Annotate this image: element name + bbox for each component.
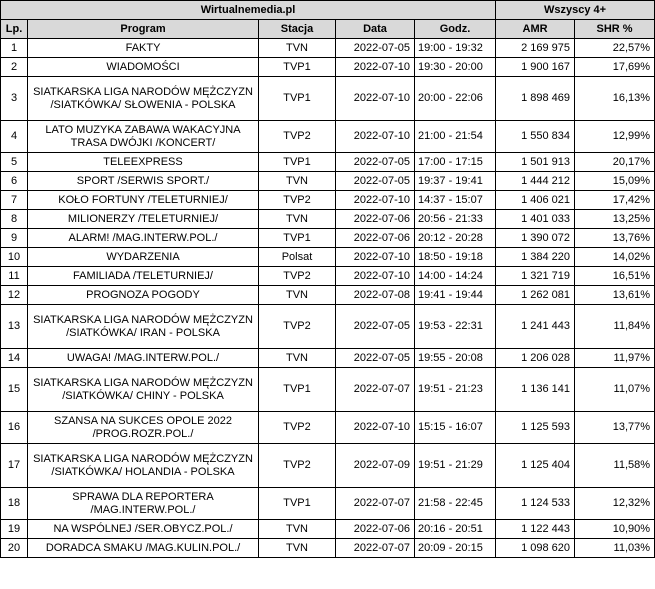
table-row <box>1 488 655 520</box>
cell-data: 2022-07-10 <box>336 267 415 286</box>
cell-amr: 1 401 033 <box>496 210 575 229</box>
cell-shr: 14,02% <box>575 248 655 267</box>
header-row-columns <box>1 20 655 39</box>
cell-data: 2022-07-10 <box>336 121 415 153</box>
cell-shr: 11,97% <box>575 349 655 368</box>
cell-lp: 3 <box>1 77 28 121</box>
cell-stacja: TVP1 <box>259 58 336 77</box>
cell-godz: 20:12 - 20:28 <box>415 229 496 248</box>
cell-program: LATO MUZYKA ZABAWA WAKACYJNA TRASA DWÓJKI /KONCERT/ <box>28 121 259 153</box>
cell-godz: 20:00 - 22:06 <box>415 77 496 121</box>
group-header: Wszyscy 4+ <box>496 1 655 20</box>
cell-godz: 21:58 - 22:45 <box>415 488 496 520</box>
cell-lp: 18 <box>1 488 28 520</box>
cell-stacja: TVP2 <box>259 267 336 286</box>
cell-program: ALARM! /MAG.INTERW.POL./ <box>28 229 259 248</box>
cell-lp: 2 <box>1 58 28 77</box>
cell-data: 2022-07-05 <box>336 172 415 191</box>
cell-shr: 12,99% <box>575 121 655 153</box>
cell-stacja: TVP1 <box>259 368 336 412</box>
cell-godz: 14:00 - 14:24 <box>415 267 496 286</box>
cell-program: FAKTY <box>28 39 259 58</box>
cell-program: SPORT /SERWIS SPORT./ <box>28 172 259 191</box>
cell-lp: 1 <box>1 39 28 58</box>
header-row-top <box>1 1 655 20</box>
cell-stacja: TVP2 <box>259 121 336 153</box>
table-row <box>1 229 655 248</box>
source-header: Wirtualnemedia.pl <box>1 1 496 20</box>
col-shr: SHR % <box>575 20 655 39</box>
cell-shr: 11,07% <box>575 368 655 412</box>
cell-stacja: TVN <box>259 39 336 58</box>
cell-shr: 12,32% <box>575 488 655 520</box>
cell-shr: 13,25% <box>575 210 655 229</box>
cell-lp: 9 <box>1 229 28 248</box>
cell-godz: 21:00 - 21:54 <box>415 121 496 153</box>
table-body <box>1 39 655 558</box>
cell-lp: 5 <box>1 153 28 172</box>
table-row <box>1 191 655 210</box>
table-row <box>1 210 655 229</box>
cell-stacja: TVP1 <box>259 488 336 520</box>
cell-shr: 16,13% <box>575 77 655 121</box>
cell-shr: 20,17% <box>575 153 655 172</box>
cell-lp: 15 <box>1 368 28 412</box>
cell-stacja: TVP1 <box>259 77 336 121</box>
cell-program: TELEEXPRESS <box>28 153 259 172</box>
cell-godz: 19:55 - 20:08 <box>415 349 496 368</box>
cell-lp: 6 <box>1 172 28 191</box>
cell-program: SPRAWA DLA REPORTERA /MAG.INTERW.POL./ <box>28 488 259 520</box>
table-row <box>1 248 655 267</box>
table-row <box>1 153 655 172</box>
cell-godz: 20:16 - 20:51 <box>415 520 496 539</box>
table-row <box>1 77 655 121</box>
cell-lp: 8 <box>1 210 28 229</box>
cell-data: 2022-07-07 <box>336 539 415 558</box>
cell-amr: 1 444 212 <box>496 172 575 191</box>
cell-godz: 18:50 - 19:18 <box>415 248 496 267</box>
cell-amr: 1 124 533 <box>496 488 575 520</box>
cell-shr: 11,58% <box>575 444 655 488</box>
cell-godz: 19:37 - 19:41 <box>415 172 496 191</box>
cell-lp: 13 <box>1 305 28 349</box>
table-row <box>1 267 655 286</box>
cell-godz: 19:53 - 22:31 <box>415 305 496 349</box>
cell-amr: 1 550 834 <box>496 121 575 153</box>
cell-data: 2022-07-10 <box>336 58 415 77</box>
col-stacja: Stacja <box>259 20 336 39</box>
table-row <box>1 520 655 539</box>
col-program: Program <box>28 20 259 39</box>
cell-data: 2022-07-05 <box>336 349 415 368</box>
cell-data: 2022-07-07 <box>336 488 415 520</box>
cell-lp: 12 <box>1 286 28 305</box>
cell-godz: 19:30 - 20:00 <box>415 58 496 77</box>
table-row <box>1 368 655 412</box>
cell-program: SIATKARSKA LIGA NARODÓW MĘŻCZYZN /SIATKÓWKA/ SŁOWENIA - POLSKA <box>28 77 259 121</box>
cell-data: 2022-07-07 <box>336 368 415 412</box>
table-row <box>1 58 655 77</box>
cell-amr: 1 390 072 <box>496 229 575 248</box>
cell-amr: 1 125 593 <box>496 412 575 444</box>
cell-lp: 11 <box>1 267 28 286</box>
cell-godz: 19:51 - 21:29 <box>415 444 496 488</box>
cell-stacja: Polsat <box>259 248 336 267</box>
cell-lp: 14 <box>1 349 28 368</box>
cell-amr: 1 900 167 <box>496 58 575 77</box>
cell-lp: 20 <box>1 539 28 558</box>
cell-stacja: TVN <box>259 539 336 558</box>
cell-program: UWAGA! /MAG.INTERW.POL./ <box>28 349 259 368</box>
cell-shr: 22,57% <box>575 39 655 58</box>
cell-program: NA WSPÓLNEJ /SER.OBYCZ.POL./ <box>28 520 259 539</box>
cell-data: 2022-07-06 <box>336 210 415 229</box>
cell-godz: 17:00 - 17:15 <box>415 153 496 172</box>
cell-data: 2022-07-06 <box>336 520 415 539</box>
cell-data: 2022-07-05 <box>336 39 415 58</box>
cell-godz: 20:56 - 21:33 <box>415 210 496 229</box>
cell-shr: 13,77% <box>575 412 655 444</box>
col-amr: AMR <box>496 20 575 39</box>
cell-shr: 11,84% <box>575 305 655 349</box>
cell-shr: 13,76% <box>575 229 655 248</box>
cell-data: 2022-07-10 <box>336 248 415 267</box>
table-row <box>1 539 655 558</box>
cell-godz: 20:09 - 20:15 <box>415 539 496 558</box>
cell-amr: 1 122 443 <box>496 520 575 539</box>
cell-program: DORADCA SMAKU /MAG.KULIN.POL./ <box>28 539 259 558</box>
table-row <box>1 286 655 305</box>
cell-amr: 1 321 719 <box>496 267 575 286</box>
cell-amr: 1 136 141 <box>496 368 575 412</box>
table-row <box>1 412 655 444</box>
table-row <box>1 305 655 349</box>
cell-stacja: TVN <box>259 349 336 368</box>
table-row <box>1 349 655 368</box>
cell-shr: 13,61% <box>575 286 655 305</box>
cell-data: 2022-07-10 <box>336 412 415 444</box>
cell-amr: 1 125 404 <box>496 444 575 488</box>
cell-shr: 10,90% <box>575 520 655 539</box>
cell-lp: 19 <box>1 520 28 539</box>
cell-godz: 14:37 - 15:07 <box>415 191 496 210</box>
cell-program: KOŁO FORTUNY /TELETURNIEJ/ <box>28 191 259 210</box>
cell-shr: 17,69% <box>575 58 655 77</box>
cell-program: SIATKARSKA LIGA NARODÓW MĘŻCZYZN /SIATKÓWKA/ IRAN - POLSKA <box>28 305 259 349</box>
cell-program: SIATKARSKA LIGA NARODÓW MĘŻCZYZN /SIATKÓWKA/ CHINY - POLSKA <box>28 368 259 412</box>
cell-stacja: TVP2 <box>259 412 336 444</box>
cell-amr: 1 384 220 <box>496 248 575 267</box>
cell-lp: 10 <box>1 248 28 267</box>
col-data: Data <box>336 20 415 39</box>
cell-stacja: TVP2 <box>259 444 336 488</box>
cell-stacja: TVP1 <box>259 229 336 248</box>
cell-amr: 1 206 028 <box>496 349 575 368</box>
cell-amr: 1 501 913 <box>496 153 575 172</box>
cell-lp: 4 <box>1 121 28 153</box>
cell-godz: 19:51 - 21:23 <box>415 368 496 412</box>
cell-stacja: TVP1 <box>259 153 336 172</box>
cell-program: MILIONERZY /TELETURNIEJ/ <box>28 210 259 229</box>
cell-godz: 19:00 - 19:32 <box>415 39 496 58</box>
cell-program: WIADOMOŚCI <box>28 58 259 77</box>
cell-data: 2022-07-08 <box>336 286 415 305</box>
cell-godz: 15:15 - 16:07 <box>415 412 496 444</box>
cell-amr: 1 406 021 <box>496 191 575 210</box>
cell-amr: 2 169 975 <box>496 39 575 58</box>
cell-program: PROGNOZA POGODY <box>28 286 259 305</box>
cell-godz: 19:41 - 19:44 <box>415 286 496 305</box>
col-lp: Lp. <box>1 20 28 39</box>
cell-amr: 1 898 469 <box>496 77 575 121</box>
cell-stacja: TVN <box>259 210 336 229</box>
cell-program: SZANSA NA SUKCES OPOLE 2022 /PROG.ROZR.POL./ <box>28 412 259 444</box>
table-row <box>1 444 655 488</box>
cell-program: WYDARZENIA <box>28 248 259 267</box>
table-row <box>1 121 655 153</box>
cell-stacja: TVN <box>259 520 336 539</box>
cell-data: 2022-07-05 <box>336 153 415 172</box>
cell-data: 2022-07-09 <box>336 444 415 488</box>
cell-shr: 11,03% <box>575 539 655 558</box>
cell-shr: 15,09% <box>575 172 655 191</box>
cell-shr: 16,51% <box>575 267 655 286</box>
cell-data: 2022-07-10 <box>336 77 415 121</box>
cell-data: 2022-07-05 <box>336 305 415 349</box>
cell-lp: 16 <box>1 412 28 444</box>
col-godz: Godz. <box>415 20 496 39</box>
cell-lp: 17 <box>1 444 28 488</box>
cell-data: 2022-07-10 <box>336 191 415 210</box>
cell-amr: 1 241 443 <box>496 305 575 349</box>
cell-stacja: TVN <box>259 286 336 305</box>
cell-program: FAMILIADA /TELETURNIEJ/ <box>28 267 259 286</box>
cell-amr: 1 098 620 <box>496 539 575 558</box>
cell-shr: 17,42% <box>575 191 655 210</box>
cell-data: 2022-07-06 <box>336 229 415 248</box>
cell-lp: 7 <box>1 191 28 210</box>
table-row <box>1 172 655 191</box>
table-row <box>1 39 655 58</box>
cell-amr: 1 262 081 <box>496 286 575 305</box>
cell-program: SIATKARSKA LIGA NARODÓW MĘŻCZYZN /SIATKÓWKA/ HOLANDIA - POLSKA <box>28 444 259 488</box>
cell-stacja: TVP2 <box>259 191 336 210</box>
cell-stacja: TVP2 <box>259 305 336 349</box>
cell-stacja: TVN <box>259 172 336 191</box>
